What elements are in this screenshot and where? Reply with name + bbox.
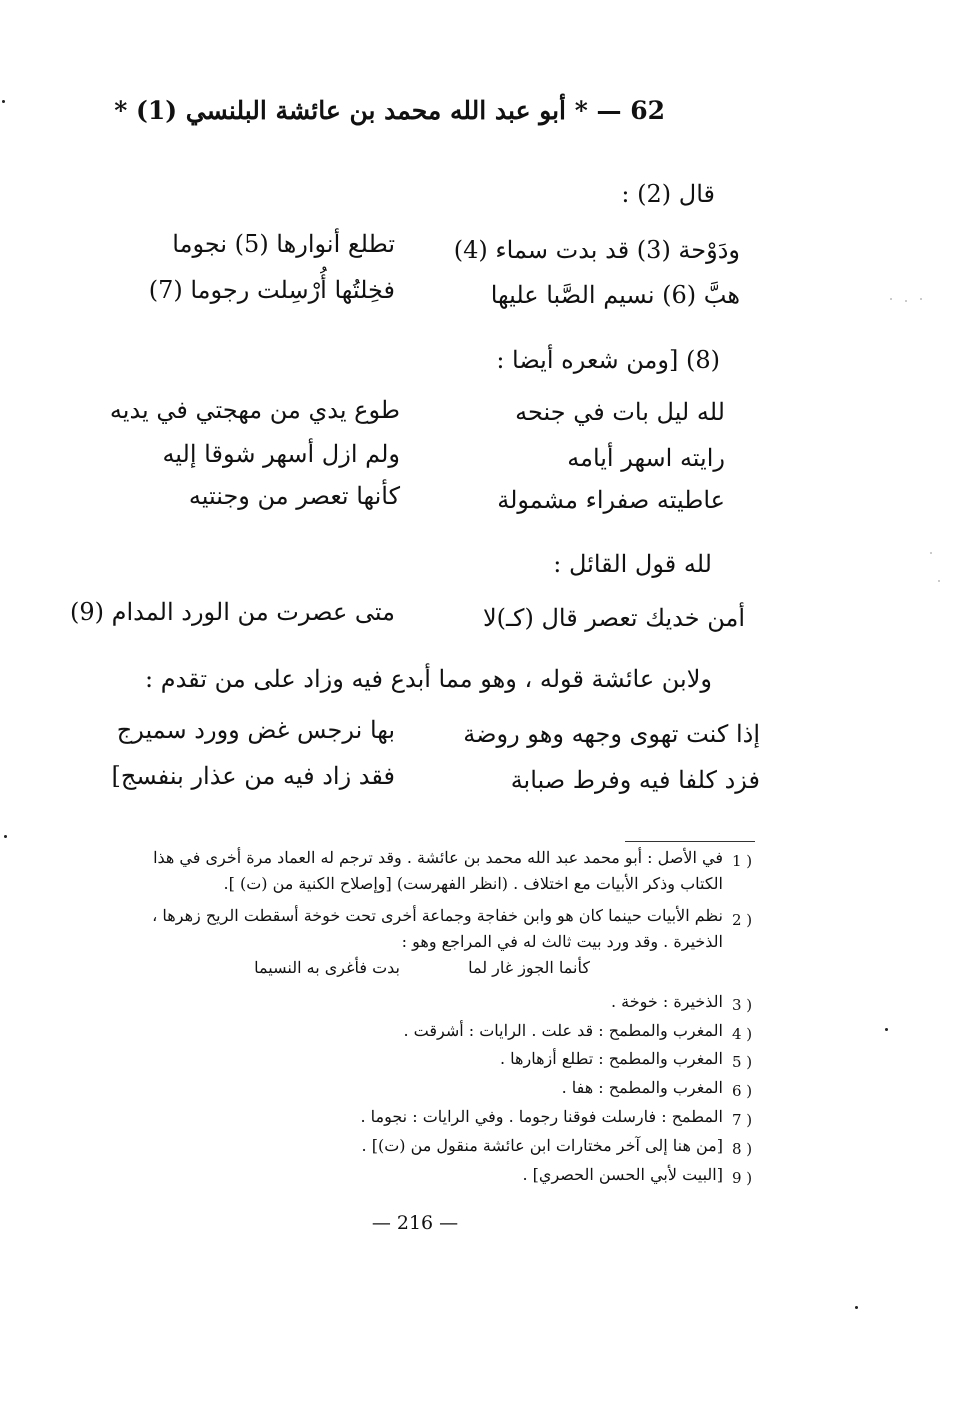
scan-speck [938, 580, 940, 582]
intro-line-1: قال (2) : [621, 180, 715, 208]
scan-speck [885, 1028, 888, 1031]
footnote-text: الذخيرة : خوخة . [610, 992, 723, 1011]
footnote-text: المغرب والمطمح : تطلع أزهارها . [500, 1049, 723, 1068]
footnote-text: نظم الأبيات حينما كان هو وابن خفاجة وجماعة أخرى تحت خوخة أسقطت الريح زهرها ، [152, 906, 723, 925]
verse-hemistich-left: بها نرجس غض وورد سميرج [116, 716, 395, 744]
footnote-number: 3 ) [732, 996, 753, 1014]
footnote-text: المطمح : فارسلت فوقنا رجوما . وفي الرايات : نجوما . [360, 1107, 723, 1126]
scan-speck [905, 300, 907, 302]
verse-hemistich-left: فخِلتُها أُرْسِلت رجوما (7) [148, 276, 395, 304]
page-number: — 216 — [371, 1212, 459, 1234]
verse-hemistich-right: لله ليل بات في جنحه [515, 398, 725, 426]
verse-hemistich-left: ولم ازل أسهر شوقا إليه [162, 440, 400, 468]
verse-hemistich-right: أمن خديك تعصر قال (كـ)لا [482, 604, 745, 632]
footnote-text: المغرب والمطمح : هفا . [561, 1078, 723, 1097]
verse-hemistich-left: طوع يدي من مهجتي في يديه [109, 396, 400, 424]
scan-speck [890, 298, 892, 300]
intro-line-3: لله قول القائل : [553, 550, 712, 578]
footnote-number: 6 ) [732, 1082, 753, 1100]
verse-hemistich-left: تطلع أنوارها (5) نجوما [172, 230, 395, 258]
verse-hemistich-left: كأنها تعصر من وجنتيه [188, 482, 400, 510]
footnote-text: [البيت لأبي الحسن الحصري] . [522, 1165, 723, 1184]
scan-speck [920, 298, 922, 300]
scan-speck [930, 552, 932, 554]
footnote-number: 5 ) [732, 1053, 753, 1071]
scan-speck [2, 100, 5, 103]
scan-speck [4, 835, 7, 838]
footnote-text: في الأصل : أبو محمد عبد الله محمد بن عائشة . وقد ترجم له العماد مرة أخرى في هذا [153, 848, 723, 867]
footnote-number: 2 ) [732, 911, 753, 929]
verse-hemistich-right: ودَوْحة (3) قد بدت سماء (4) [453, 236, 740, 264]
verse-hemistich-right: هبَّ (6) نسيم الصَّبا عليها [490, 281, 740, 309]
scan-speck [855, 1306, 858, 1309]
footnote-number: 8 ) [732, 1140, 753, 1158]
footnote-number: 4 ) [732, 1025, 753, 1043]
footnote-number: 7 ) [732, 1111, 753, 1129]
footnote-verse: بدت فأغرى به النسيما [254, 958, 400, 977]
footnote-verse: كأنما الجوز غار لما [468, 958, 590, 977]
verse-hemistich-right: فزد كلفا فيه وفرط صبابة [510, 766, 760, 794]
footnote-text: الكتاب وذكر الأبيات مع اختلاف . (انظر الفهرست) [وإصلاح الكنية من (ت) ]. [223, 874, 723, 893]
intro-line-4: ولابن عائشة قوله ، وهو مما أبدع فيه وزاد على من تقدم : [145, 665, 712, 693]
footnote-text: [من هنا إلى آخر مختارات ابن عائشة منقول من (ت)] . [361, 1136, 723, 1155]
footnote-text: المغرب والمطمح : قد علت . الرايات : أشرقت . [403, 1021, 723, 1040]
footnote-divider [625, 841, 755, 842]
verse-hemistich-right: إذا كنت تهوى وجهه وهو روضة [463, 720, 760, 748]
verse-hemistich-right: رايته اسهر أيامه [567, 444, 725, 472]
intro-line-2: (8) [ومن شعره أيضا : [496, 346, 720, 374]
footnote-number: 9 ) [732, 1169, 753, 1187]
page-title: 62 — * أبو عبد الله محمد بن عائشة البلنسي (1) * [114, 96, 665, 125]
verse-hemistich-left: متى عصرت من الورد المدام (9) [70, 598, 395, 626]
footnote-text: الذخيرة . وقد ورد بيت ثالث له في المراجع وهو : [401, 932, 723, 951]
footnote-number: 1 ) [732, 852, 753, 870]
verse-hemistich-left: فقد زاد فيه من عذار بنفسج] [111, 762, 395, 790]
verse-hemistich-right: عاطيته صفراء مشمولة [497, 486, 725, 514]
